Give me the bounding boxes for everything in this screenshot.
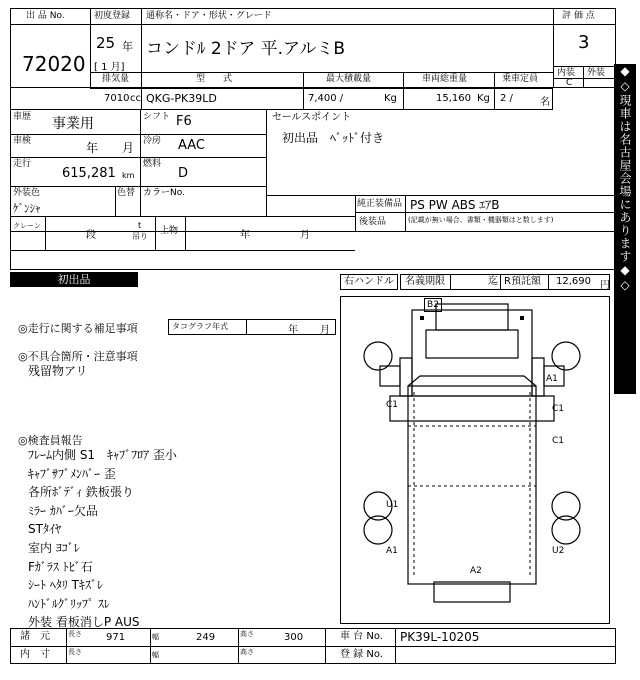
color-code-label: カラーNo. [143,188,185,198]
tacho-month: 月 [320,325,330,336]
first-listing-badge: 初出品 [10,272,138,287]
reg-month: [ 1 月] [94,62,125,73]
height: 300 [284,632,304,643]
mileage-label: 走行 [13,159,32,169]
divider [66,628,67,664]
seats: 2 / [500,93,513,104]
steering-badge: 右ハンドル [340,274,398,290]
divider [238,628,239,664]
inner-height-label: 高さ [240,648,254,656]
divider [150,628,151,664]
report-line: STﾀｲﾔ [28,522,61,537]
mileage: 615,281 [62,166,116,181]
crane-ton: t [138,221,142,230]
reg-no-label: 登 録 No. [340,649,383,660]
divider [395,628,396,664]
divider [10,157,266,158]
cc-unit: cc [130,93,141,104]
divider [45,216,46,250]
cab-outline [412,310,532,396]
shift: F6 [176,114,192,129]
divider [140,110,141,186]
damage-a1-left: A1 [386,546,398,556]
recycle-label: R預託額 [504,276,541,287]
grade-value: 3 [578,32,590,53]
report-line: ﾊﾝﾄﾞﾙｸﾞﾘｯﾌﾟ ｽﾚ [28,596,110,611]
report-line: 各所ﾎﾞﾃﾞｨ 鉄板張り [28,485,134,500]
divider [500,274,501,290]
fuel-label: 燃料 [143,159,162,169]
width: 249 [196,632,216,643]
divider [10,134,266,135]
history-label: 車歴 [13,112,32,122]
divider [325,628,326,664]
right-door [532,358,544,396]
tacho-year: 年 [288,325,298,336]
report-line: 室内 ﾖｺﾞﾚ [28,540,80,555]
inner-length-label: 長さ [68,648,82,656]
windshield [426,330,518,358]
location-banner [614,64,636,394]
defect-text: 残留物アリ [28,364,88,378]
color-label: 外装色 [13,188,41,198]
std-equip: PS PW ABS ｴｱB [410,198,500,212]
divider [266,195,267,217]
kg-unit: Kg [477,93,490,104]
tacho-label: タコグラフ年式 [172,322,228,331]
divider [553,8,554,88]
shift-label: シフト [143,112,171,122]
divider [355,195,356,231]
damage-a1-top: A1 [546,374,558,384]
title-until: 迄 [488,276,498,287]
sales-label: セールスポイント [272,112,352,123]
divider [10,216,355,217]
gross-weight: 15,160 [436,93,471,104]
grade-label: 評 価 点 [562,11,595,21]
divider [10,186,266,187]
report-line: ｷｬﾌﾞｻﾌﾞﾒﾝﾊﾞｰ 歪 [28,466,116,481]
wheel-fr [552,342,580,370]
height-label: 高さ [240,630,254,638]
report-list [28,446,177,632]
divider [266,110,267,195]
inspection-month: 月 [122,141,135,155]
divider [90,24,553,25]
lot-number: 72020 [22,52,86,76]
damage-a2: A2 [470,566,482,576]
yen-unit: 円 [600,280,610,291]
damage-u1: U1 [386,500,399,510]
divider [10,646,616,647]
std-equip-label: 純正装備品 [357,199,403,209]
divider [583,66,584,88]
divider [10,24,90,25]
divider [246,319,247,335]
divider [553,78,616,79]
bed-front [408,376,536,386]
length: 971 [106,632,126,643]
divider [90,8,91,88]
recycle-amount: 12,690 [556,276,591,287]
displacement: 7010 [104,93,130,104]
interior-label: 内装 [557,68,576,78]
damage-c1-right: C1 [552,404,565,414]
width-label: 幅 [152,633,159,641]
wheel-fl [364,342,392,370]
divider [141,8,142,72]
load-label: 最大積載量 [326,74,372,84]
damage-c1-right2: C1 [552,436,565,446]
after-label: 後装品 [359,217,387,227]
reg-year: 25 [96,34,116,52]
inner-width-label: 幅 [152,651,159,659]
spec-row [10,88,553,110]
inner-label: 内 寸 [20,649,50,660]
history: 事業用 [52,116,94,132]
inspection-label: 車検 [13,136,32,146]
left-door [400,358,412,396]
divider [90,72,553,73]
divider [405,195,406,231]
defect-title: ◎不具合箇所・注意事項 [18,350,138,363]
crane-label: クレーン [13,222,41,230]
divider [450,274,451,290]
divider [140,186,141,216]
exterior-label: 外装 [587,68,606,78]
report-line: Fｶﾞﾗｽ ﾄﾋﾞ石 [28,559,93,574]
model-label: 型 式 [196,74,233,84]
divider [553,66,616,67]
seats-unit: 名 [540,97,550,108]
report-line: ﾐﾗｰ ｶﾊﾞｰ欠品 [28,503,98,518]
car-name: コンドﾙ 2ドア 平.アルミB [146,39,345,59]
title-label: 名義期限 [405,276,445,287]
damage-u2: U2 [552,546,565,556]
tailgate [434,582,510,602]
report-line: ﾌﾚｰﾑ内側 S1 ｷｬﾌﾞﾌﾛｱ 歪小 [28,448,177,462]
length-label: 長さ [68,630,82,638]
model-code: QKG-PK39LD [146,92,217,105]
lift-label: 上物 [160,226,179,236]
km-unit: km [122,171,135,180]
crane-hoist: 吊り [132,232,148,241]
run-notes-title: ◎走行に関する補足事項 [18,322,138,335]
inspection-year: 年 [86,141,99,155]
ac: AAC [178,138,205,153]
sales-text: 初出品 ﾍﾞｯﾄﾞ付き [282,131,385,145]
damage-b2: B2 [424,298,442,312]
divider [548,274,549,290]
lift-year: 年 [240,230,250,241]
roof [436,304,508,330]
report-title: ◎検査員報告 [18,434,83,447]
report-line: 外装 看板消しP AUS [28,615,140,630]
divider [155,216,156,250]
damage-c1-left: C1 [386,400,399,410]
color: ｹﾞﾝｼｬ [13,202,41,215]
reg-label: 初度登録 [94,11,131,21]
seats-label: 乗車定員 [502,74,539,84]
divider [10,231,616,232]
kg-unit: Kg [384,93,397,104]
dims-label: 諸 元 [20,631,50,642]
lot-label: 出 品 No. [26,11,65,21]
divider [10,250,355,251]
ac-label: 冷房 [143,136,162,146]
report-line: ｼｰﾄ ﾍﾀﾘ Tｷｽﾞﾚ [28,578,103,593]
after-note: (記載が無い場合、書類・機器類はと数します) [408,216,554,224]
divider [185,216,186,250]
interior-grade: C [566,78,573,88]
chassis-label: 車 台 No. [340,631,383,642]
name-label: 通称名・ドア・形状・グレード [146,11,272,21]
location-banner-text: ◆◇現車は名古屋会場にあります◆◇ [618,64,632,293]
divider [553,24,616,25]
cargo-bed [408,386,536,584]
divider [115,186,116,216]
crane-stage: 段 [86,230,96,241]
bumper [390,396,554,421]
fuel: D [178,166,189,181]
color-change-label: 色替 [117,188,136,198]
displacement-label: 排気量 [102,74,130,84]
max-load: 7,400 / [308,93,344,104]
year-unit: 年 [122,40,133,53]
lift-month: 月 [300,230,310,241]
chassis-number: PK39L-10205 [400,630,480,644]
gross-label: 車両総重量 [422,74,468,84]
